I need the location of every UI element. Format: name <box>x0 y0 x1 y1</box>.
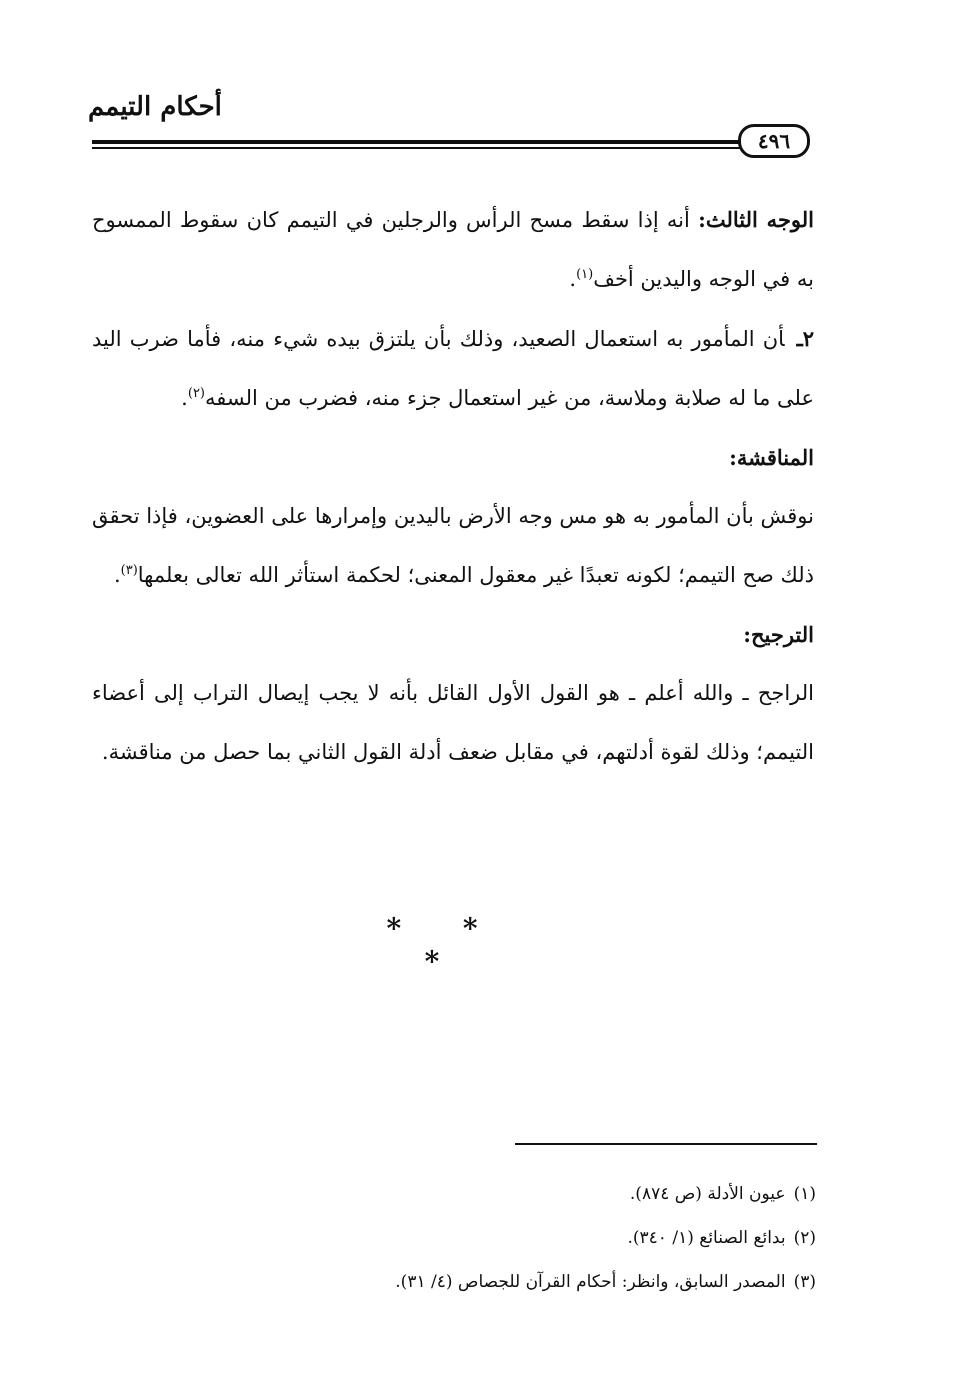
paragraph-text: أن المأمور به استعمال الصعيد، وذلك بأن يلتزق بيده شيء منه، فأما ضرب اليد على ما له صلابة وملاسة، من غير استعمال جزء منه، فضرب من السفه <box>92 327 814 410</box>
list-number: ٢ـ <box>796 326 814 351</box>
section-separator: * * * <box>386 912 504 978</box>
paragraph-point-two <box>92 309 814 428</box>
paragraph-end: . <box>569 267 577 291</box>
header-rule <box>92 140 740 144</box>
paragraph-lead: الوجه الثالث: <box>698 207 815 232</box>
body-text <box>92 190 814 782</box>
footnote-rule <box>515 1143 817 1145</box>
header-rule-thin <box>92 147 740 149</box>
footnote-item <box>300 1216 816 1260</box>
footnote-ref: (١) <box>576 267 594 282</box>
paragraph-end: . <box>113 563 121 587</box>
paragraph-third-aspect <box>92 190 814 309</box>
footnote-item <box>300 1260 816 1304</box>
paragraph-text: أنه إذا سقط مسح الرأس والرجلين في التيمم كان سقوط الممسوح به في الوجه واليدين أخف <box>92 208 814 291</box>
discussion-heading: المناقشة: <box>729 445 814 470</box>
footnote-text: عيون الأدلة (ص ٨٧٤). <box>629 1184 786 1204</box>
footnote-text: بدائع الصنائع (١/ ٣٤٠). <box>627 1228 786 1248</box>
footnote-number: (٣) <box>793 1272 816 1292</box>
footnote-text: المصدر السابق، وانظر: أحكام القرآن للجصاص (٤/ ٣١). <box>395 1272 786 1292</box>
footnote-item <box>300 1172 816 1216</box>
paragraph-text: نوقش بأن المأمور به هو مس وجه الأرض باليدين وإمرارها على العضوين، فإذا تحقق ذلك صح التيمم؛ لكونه تعبدًا غير معقول المعنى؛ لحكمة استأثر الله تعالى بعلمها <box>92 504 814 587</box>
footnotes <box>300 1172 816 1304</box>
running-title: أحكام التيمم <box>88 92 222 122</box>
paragraph-discussion <box>92 487 814 605</box>
footnote-ref: (٣) <box>120 563 138 578</box>
tarjih-heading: الترجيح: <box>743 622 814 647</box>
paragraph-tarjih: الراجح ـ والله أعلم ـ هو القول الأول القائل بأنه لا يجب إيصال التراب إلى أعضاء التيمم؛ وذلك لقوة أدلتهم، في مقابل ضعف أدلة القول الثاني بما حصل من مناقشة. <box>92 681 814 764</box>
page-number: ٤٩٦ <box>738 124 810 158</box>
footnote-number: (١) <box>793 1184 816 1204</box>
footnote-number: (٢) <box>793 1228 816 1248</box>
paragraph-end: . <box>181 386 188 410</box>
footnote-ref: (٢) <box>187 386 205 401</box>
